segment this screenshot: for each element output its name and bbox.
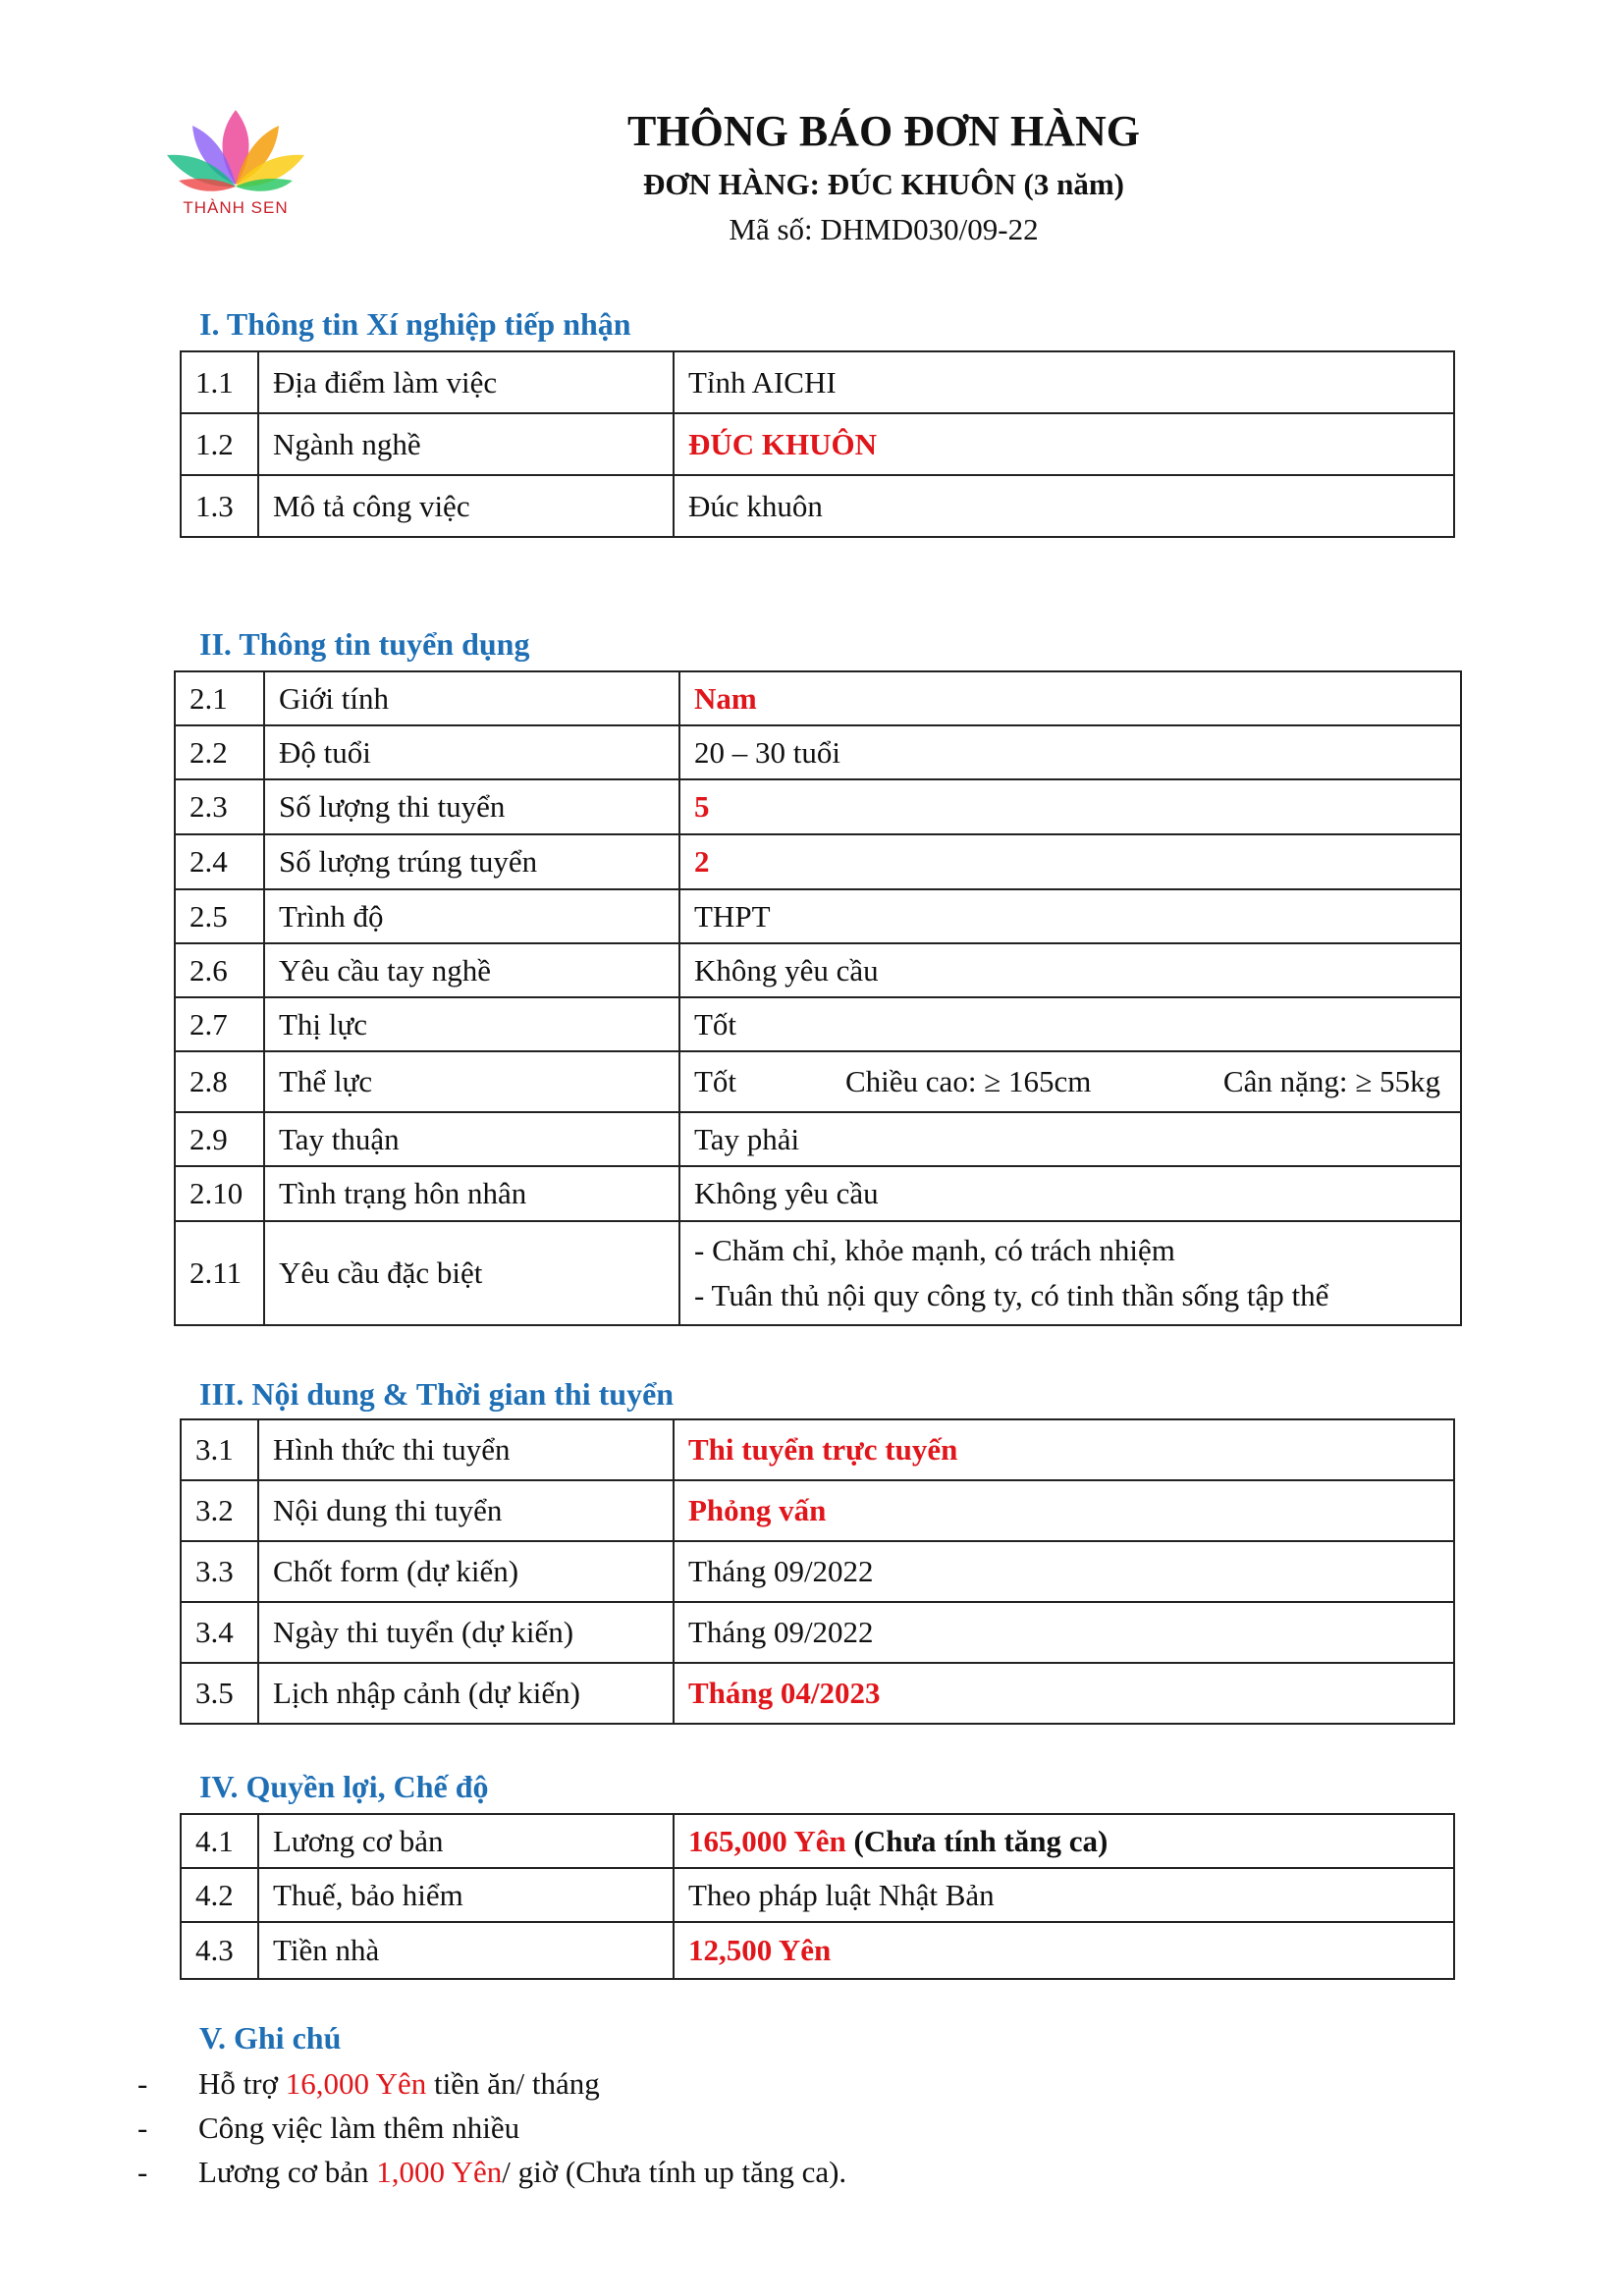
logo-text: THÀNH SEN	[183, 198, 289, 217]
table-row	[181, 413, 1454, 475]
table-row	[175, 943, 1461, 997]
note-prefix: Hỗ trợ	[198, 2066, 286, 2101]
row-value: Tay phải	[679, 1112, 1461, 1166]
row-label: Hình thức thi tuyển	[258, 1419, 674, 1480]
note-highlight: 16,000 Yên	[285, 2066, 427, 2101]
bullet-dash: -	[137, 2066, 148, 2101]
table-row	[175, 725, 1461, 779]
row-value: 20 – 30 tuổi	[679, 725, 1461, 779]
special-requirement-1: - Chăm chỉ, khỏe mạnh, có trách nhiệm	[694, 1233, 1175, 1267]
row-number: 2.5	[175, 889, 264, 943]
note-suffix: tiền ăn/ tháng	[426, 2066, 600, 2101]
special-requirement-2: - Tuân thủ nội quy công ty, có tinh thần sống tập thể	[694, 1278, 1329, 1312]
table-row	[175, 834, 1461, 889]
row-number: 2.7	[175, 997, 264, 1051]
table-row	[175, 779, 1461, 834]
weight-requirement: Cân nặng: ≥ 55kg	[1222, 1064, 1440, 1098]
row-value: Đúc khuôn	[674, 475, 1454, 537]
table-row	[181, 1419, 1454, 1480]
base-salary-value: 165,000 Yên	[688, 1823, 846, 1858]
section-4-title: IV. Quyền lợi, Chế độ	[199, 1769, 489, 1804]
table-row	[181, 1814, 1454, 1868]
section-1-title: I. Thông tin Xí nghiệp tiếp nhận	[199, 306, 631, 342]
height-requirement: Chiều cao: ≥ 165cm	[845, 1064, 1092, 1098]
row-value: 2	[679, 834, 1461, 889]
row-value: Nam	[679, 671, 1461, 725]
row-label: Nội dung thi tuyển	[258, 1480, 674, 1541]
row-label: Yêu cầu đặc biệt	[264, 1221, 679, 1325]
row-number: 2.6	[175, 943, 264, 997]
row-number: 2.2	[175, 725, 264, 779]
row-number: 3.5	[181, 1663, 258, 1724]
section-4-table	[180, 1813, 1455, 1980]
section-3-title: III. Nội dung & Thời gian thi tuyển	[199, 1376, 675, 1412]
row-label: Thị lực	[264, 997, 679, 1051]
row-number: 1.1	[181, 351, 258, 413]
row-label: Địa điểm làm việc	[258, 351, 674, 413]
table-row	[181, 1663, 1454, 1724]
row-number: 4.2	[181, 1868, 258, 1922]
table-row	[181, 1480, 1454, 1541]
row-label: Tiền nhà	[258, 1922, 674, 1979]
page-title: THÔNG BÁO ĐƠN HÀNG	[627, 107, 1140, 155]
row-label: Tình trạng hôn nhân	[264, 1166, 679, 1221]
row-label: Thể lực	[264, 1051, 679, 1112]
row-label: Thuế, bảo hiểm	[258, 1868, 674, 1922]
bullet-dash: -	[137, 2110, 148, 2145]
row-value: Thi tuyển trực tuyến	[674, 1419, 1454, 1480]
row-number: 2.9	[175, 1112, 264, 1166]
lotus-logo-icon	[157, 98, 314, 196]
row-label: Trình độ	[264, 889, 679, 943]
note-prefix: Lương cơ bản	[198, 2155, 377, 2189]
table-row	[181, 1868, 1454, 1922]
row-value: Tốt	[679, 997, 1461, 1051]
row-value: 5	[679, 779, 1461, 834]
table-row	[175, 1221, 1461, 1325]
row-label: Mô tả công việc	[258, 475, 674, 537]
row-number: 2.3	[175, 779, 264, 834]
note-text	[198, 2106, 519, 2150]
table-row	[181, 351, 1454, 413]
row-label: Lịch nhập cảnh (dự kiến)	[258, 1663, 674, 1724]
row-label: Số lượng thi tuyển	[264, 779, 679, 834]
row-value: Tháng 04/2023	[674, 1663, 1454, 1724]
fitness-value: Tốt	[694, 1064, 737, 1098]
row-number: 2.8	[175, 1051, 264, 1112]
row-number: 3.2	[181, 1480, 258, 1541]
row-value: ĐÚC KHUÔN	[674, 413, 1454, 475]
row-label: Độ tuổi	[264, 725, 679, 779]
company-logo	[157, 98, 314, 231]
row-label: Ngành nghề	[258, 413, 674, 475]
note-text	[198, 2061, 600, 2106]
row-value: Không yêu cầu	[679, 943, 1461, 997]
section-2-table	[174, 670, 1462, 1326]
base-salary-note: (Chưa tính tăng ca)	[845, 1823, 1109, 1858]
row-number: 2.1	[175, 671, 264, 725]
note-highlight: 1,000 Yên	[376, 2155, 503, 2189]
table-row	[181, 1602, 1454, 1663]
table-row	[175, 671, 1461, 725]
section-3-table	[180, 1418, 1455, 1725]
table-row	[175, 997, 1461, 1051]
row-number: 4.3	[181, 1922, 258, 1979]
row-label: Số lượng trúng tuyển	[264, 834, 679, 889]
note-suffix: / giờ (Chưa tính up tăng ca).	[502, 2155, 847, 2189]
row-value: Phỏng vấn	[674, 1480, 1454, 1541]
table-row	[181, 1922, 1454, 1979]
row-value: THPT	[679, 889, 1461, 943]
row-label: Chốt form (dự kiến)	[258, 1541, 674, 1602]
row-value: Tỉnh AICHI	[674, 351, 1454, 413]
row-number: 2.4	[175, 834, 264, 889]
row-number: 1.3	[181, 475, 258, 537]
row-value: 12,500 Yên	[674, 1922, 1454, 1979]
row-value	[674, 1814, 1454, 1868]
row-number: 2.10	[175, 1166, 264, 1221]
section-2-title: II. Thông tin tuyển dụng	[199, 626, 530, 662]
table-row	[175, 889, 1461, 943]
row-label: Ngày thi tuyển (dự kiến)	[258, 1602, 674, 1663]
row-value-physical	[679, 1051, 1461, 1112]
row-value-multiline	[679, 1221, 1461, 1325]
row-number: 3.4	[181, 1602, 258, 1663]
table-row	[175, 1112, 1461, 1166]
order-code: Mã số: DHMD030/09-22	[729, 212, 1039, 246]
row-number: 4.1	[181, 1814, 258, 1868]
row-number: 3.3	[181, 1541, 258, 1602]
row-label: Giới tính	[264, 671, 679, 725]
note-prefix: Công việc làm thêm nhiều	[198, 2110, 520, 2145]
table-row	[181, 1541, 1454, 1602]
row-value: Không yêu cầu	[679, 1166, 1461, 1221]
row-value: Theo pháp luật Nhật Bản	[674, 1868, 1454, 1922]
section-1-table	[180, 350, 1455, 538]
order-subtitle: ĐƠN HÀNG: ĐÚC KHUÔN (3 năm)	[643, 167, 1124, 201]
row-value: Tháng 09/2022	[674, 1602, 1454, 1663]
bullet-dash: -	[137, 2155, 148, 2189]
row-label: Lương cơ bản	[258, 1814, 674, 1868]
row-number: 2.11	[175, 1221, 264, 1325]
row-number: 1.2	[181, 413, 258, 475]
row-label: Yêu cầu tay nghề	[264, 943, 679, 997]
note-text	[198, 2150, 846, 2194]
table-row	[175, 1166, 1461, 1221]
row-value: Tháng 09/2022	[674, 1541, 1454, 1602]
table-row	[175, 1051, 1461, 1112]
section-5-title: V. Ghi chú	[199, 2020, 342, 2056]
row-label: Tay thuận	[264, 1112, 679, 1166]
table-row	[181, 475, 1454, 537]
row-number: 3.1	[181, 1419, 258, 1480]
